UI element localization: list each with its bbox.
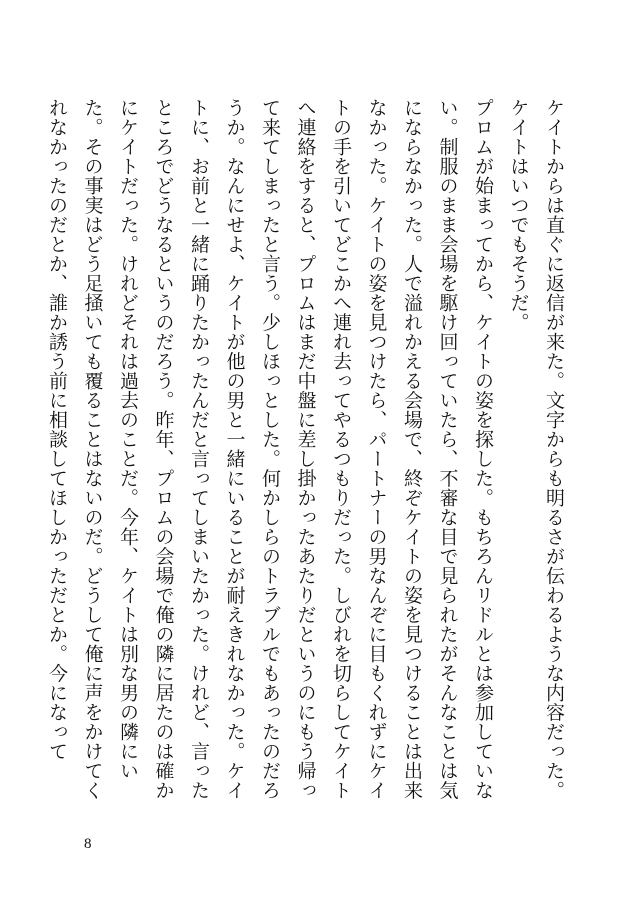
paragraph: ケイトからは直ぐに返信が来た。文字からも明るさが伝わるような内容だった。ケイトはいつでもそうだ。 [507,98,565,800]
page-number: 8 [84,836,92,852]
body-text [46,98,571,814]
paragraph: プロムが始まってから、ケイトの姿を探した。もちろんリドルとは参加していない。制服のまま会場を駆け回っていたら、不審な目で見られたがそんなことは気にならなかった。人で溢れかえる会場で、終ぞケイトの姿を見つけることは出来なかった。ケイトの姿を見つけたら、パートナーの男なんぞに目もくれずにケイトの手を引いてどこかへ連れ去ってやるつもりだった。しびれを切らしてケイトへ連絡をすると、プロムはまだ中盤に差し掛かったあたりだというのにもう帰って来てしまったと言う。少しほっとした。何かしらのトラブルでもあったのだろうか。なんにせよ、ケイトが他の男と一緒にいることが耐えきれなかった。ケイトに、お前と一緒に踊りたかったんだと言ってしまいたかった。けれど、言ったところでどうなるというのだろう。昨年、プロムの会場で俺の隣に居たのは確かにケイトだった。けれどそれは過去のことだ。今年、ケイトは別な男の隣にいた。その事実はどう足掻いても覆ることはないのだ。どうして俺に声をかけてくれなかったのだとか、誰か誘う前に相談してほしかっただとか。今になって [46,98,494,800]
